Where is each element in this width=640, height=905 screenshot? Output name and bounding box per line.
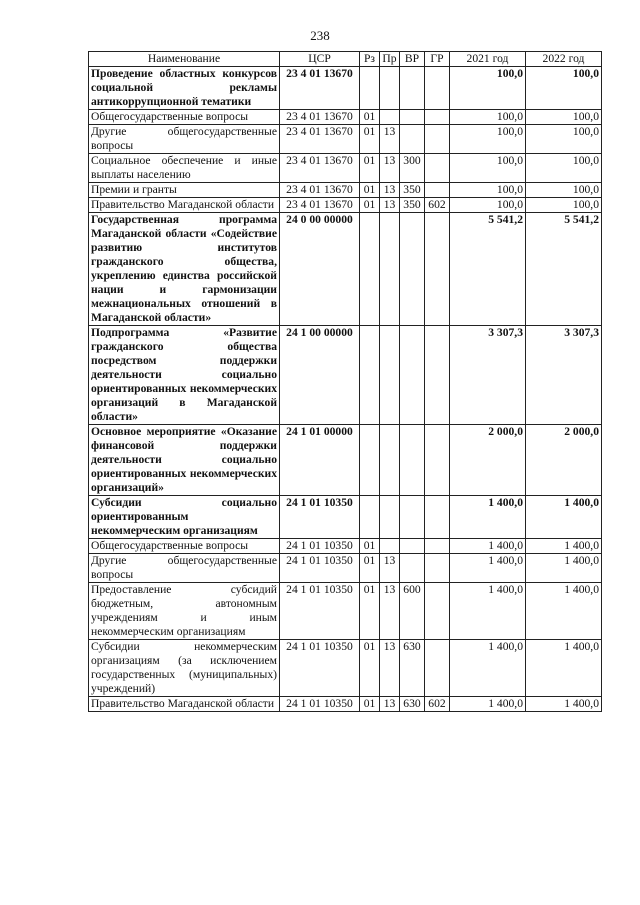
cell-pr: 13: [380, 183, 400, 198]
header-pr: Пр: [380, 52, 400, 67]
cell-name: Подпрограмма «Развитие гражданского общества посредством поддержки деятельности социально ориентированных некоммерческих организаций в Магаданской области»: [89, 326, 280, 425]
table-row: [89, 67, 602, 110]
cell-name: Общегосударственные вопросы: [89, 539, 280, 554]
cell-csr: 23 4 01 13670: [280, 67, 360, 110]
cell-2021: 2 000,0: [450, 425, 526, 496]
cell-vr: [400, 326, 425, 425]
table-row: [89, 110, 602, 125]
cell-vr: 630: [400, 697, 425, 712]
cell-name: Предоставление субсидий бюджетным, автономным учреждениям и иным некоммерческим организациям: [89, 583, 280, 640]
cell-name: Государственная программа Магаданской области «Содействие развитию институтов гражданского общества, укреплению единства российской нации и гармонизации межнациональных отношений в Магаданской области»: [89, 213, 280, 326]
cell-vr: [400, 67, 425, 110]
cell-vr: [400, 213, 425, 326]
cell-pr: 13: [380, 125, 400, 154]
cell-rz: 01: [360, 697, 380, 712]
cell-2021: 1 400,0: [450, 640, 526, 697]
cell-2022: 100,0: [526, 125, 602, 154]
cell-vr: 630: [400, 640, 425, 697]
cell-2021: 1 400,0: [450, 539, 526, 554]
cell-vr: 350: [400, 183, 425, 198]
cell-name: Основное мероприятие «Оказание финансовой поддержки деятельности социально ориентированных некоммерческих организаций»: [89, 425, 280, 496]
header-name: Наименование: [89, 52, 280, 67]
cell-name: Социальное обеспечение и иные выплаты населению: [89, 154, 280, 183]
cell-gr: 602: [425, 697, 450, 712]
cell-rz: [360, 67, 380, 110]
cell-vr: [400, 539, 425, 554]
cell-name: Другие общегосударственные вопросы: [89, 554, 280, 583]
cell-rz: [360, 425, 380, 496]
cell-2022: 100,0: [526, 67, 602, 110]
cell-rz: 01: [360, 539, 380, 554]
page-number: 238: [310, 28, 330, 43]
cell-2021: 100,0: [450, 154, 526, 183]
cell-rz: 01: [360, 110, 380, 125]
cell-rz: [360, 213, 380, 326]
cell-name: Премии и гранты: [89, 183, 280, 198]
cell-gr: [425, 213, 450, 326]
cell-rz: [360, 496, 380, 539]
cell-vr: [400, 496, 425, 539]
table-row: [89, 154, 602, 183]
cell-csr: 24 1 01 10350: [280, 539, 360, 554]
header-2022: 2022 год: [526, 52, 602, 67]
cell-name: Общегосударственные вопросы: [89, 110, 280, 125]
cell-gr: [425, 154, 450, 183]
cell-vr: 350: [400, 198, 425, 213]
cell-csr: 24 1 01 10350: [280, 640, 360, 697]
cell-2022: 2 000,0: [526, 425, 602, 496]
table-row: [89, 496, 602, 539]
cell-vr: [400, 125, 425, 154]
cell-rz: 01: [360, 198, 380, 213]
cell-rz: 01: [360, 583, 380, 640]
cell-name: Проведение областных конкурсов социальной рекламы антикоррупционной тематики: [89, 67, 280, 110]
cell-name: Правительство Магаданской области: [89, 697, 280, 712]
cell-gr: [425, 496, 450, 539]
cell-gr: [425, 583, 450, 640]
cell-2021: 100,0: [450, 183, 526, 198]
cell-2022: 1 400,0: [526, 697, 602, 712]
cell-pr: [380, 539, 400, 554]
header-row: [89, 52, 602, 67]
cell-name: Правительство Магаданской области: [89, 198, 280, 213]
cell-gr: [425, 125, 450, 154]
cell-2022: 5 541,2: [526, 213, 602, 326]
cell-rz: [360, 326, 380, 425]
cell-csr: 23 4 01 13670: [280, 154, 360, 183]
cell-vr: [400, 110, 425, 125]
cell-pr: [380, 110, 400, 125]
cell-2022: 1 400,0: [526, 583, 602, 640]
table-row: [89, 198, 602, 213]
cell-csr: 23 4 01 13670: [280, 198, 360, 213]
cell-name: Субсидии социально ориентированным некоммерческим организациям: [89, 496, 280, 539]
cell-gr: [425, 326, 450, 425]
cell-vr: 600: [400, 583, 425, 640]
cell-pr: 13: [380, 697, 400, 712]
table-row: [89, 554, 602, 583]
cell-name: Другие общегосударственные вопросы: [89, 125, 280, 154]
cell-rz: 01: [360, 183, 380, 198]
cell-gr: [425, 554, 450, 583]
budget-table: [88, 51, 602, 712]
cell-vr: 300: [400, 154, 425, 183]
cell-2022: 100,0: [526, 198, 602, 213]
cell-csr: 23 4 01 13670: [280, 125, 360, 154]
cell-pr: 13: [380, 583, 400, 640]
table-row: [89, 125, 602, 154]
cell-pr: 13: [380, 154, 400, 183]
table-row: [89, 697, 602, 712]
cell-2021: 1 400,0: [450, 697, 526, 712]
cell-gr: [425, 67, 450, 110]
cell-gr: [425, 110, 450, 125]
cell-2022: 1 400,0: [526, 640, 602, 697]
table-row: [89, 583, 602, 640]
cell-pr: [380, 326, 400, 425]
cell-gr: 602: [425, 198, 450, 213]
header-gr: ГР: [425, 52, 450, 67]
cell-csr: 24 1 00 00000: [280, 326, 360, 425]
cell-pr: 13: [380, 554, 400, 583]
cell-pr: [380, 496, 400, 539]
cell-2022: 100,0: [526, 183, 602, 198]
cell-csr: 24 1 01 10350: [280, 697, 360, 712]
cell-pr: [380, 67, 400, 110]
cell-gr: [425, 183, 450, 198]
cell-csr: 24 1 01 00000: [280, 425, 360, 496]
cell-pr: [380, 213, 400, 326]
cell-2021: 100,0: [450, 110, 526, 125]
table-row: [89, 425, 602, 496]
cell-2021: 100,0: [450, 198, 526, 213]
cell-2021: 100,0: [450, 67, 526, 110]
cell-csr: 24 1 01 10350: [280, 554, 360, 583]
cell-2022: 1 400,0: [526, 554, 602, 583]
cell-csr: 24 1 01 10350: [280, 496, 360, 539]
cell-gr: [425, 425, 450, 496]
cell-gr: [425, 640, 450, 697]
table-row: [89, 539, 602, 554]
cell-2021: 1 400,0: [450, 583, 526, 640]
cell-vr: [400, 425, 425, 496]
cell-2021: 100,0: [450, 125, 526, 154]
header-2021: 2021 год: [450, 52, 526, 67]
cell-rz: 01: [360, 125, 380, 154]
cell-csr: 24 1 01 10350: [280, 583, 360, 640]
table-row: [89, 640, 602, 697]
header-csr: ЦСР: [280, 52, 360, 67]
cell-2022: 1 400,0: [526, 539, 602, 554]
cell-name: Субсидии некоммерческим организациям (за исключением государственных (муниципальных) учреждений): [89, 640, 280, 697]
cell-2022: 100,0: [526, 154, 602, 183]
cell-2022: 1 400,0: [526, 496, 602, 539]
cell-pr: 13: [380, 640, 400, 697]
cell-rz: 01: [360, 554, 380, 583]
cell-csr: 24 0 00 00000: [280, 213, 360, 326]
cell-2021: 5 541,2: [450, 213, 526, 326]
cell-2021: 1 400,0: [450, 496, 526, 539]
cell-rz: 01: [360, 154, 380, 183]
table-row: [89, 213, 602, 326]
cell-vr: [400, 554, 425, 583]
table-row: [89, 183, 602, 198]
cell-2022: 3 307,3: [526, 326, 602, 425]
cell-2022: 100,0: [526, 110, 602, 125]
cell-2021: 1 400,0: [450, 554, 526, 583]
cell-2021: 3 307,3: [450, 326, 526, 425]
cell-csr: 23 4 01 13670: [280, 183, 360, 198]
cell-rz: 01: [360, 640, 380, 697]
header-vr: ВР: [400, 52, 425, 67]
cell-pr: [380, 425, 400, 496]
cell-pr: 13: [380, 198, 400, 213]
header-rz: Рз: [360, 52, 380, 67]
cell-csr: 23 4 01 13670: [280, 110, 360, 125]
table-row: [89, 326, 602, 425]
cell-gr: [425, 539, 450, 554]
